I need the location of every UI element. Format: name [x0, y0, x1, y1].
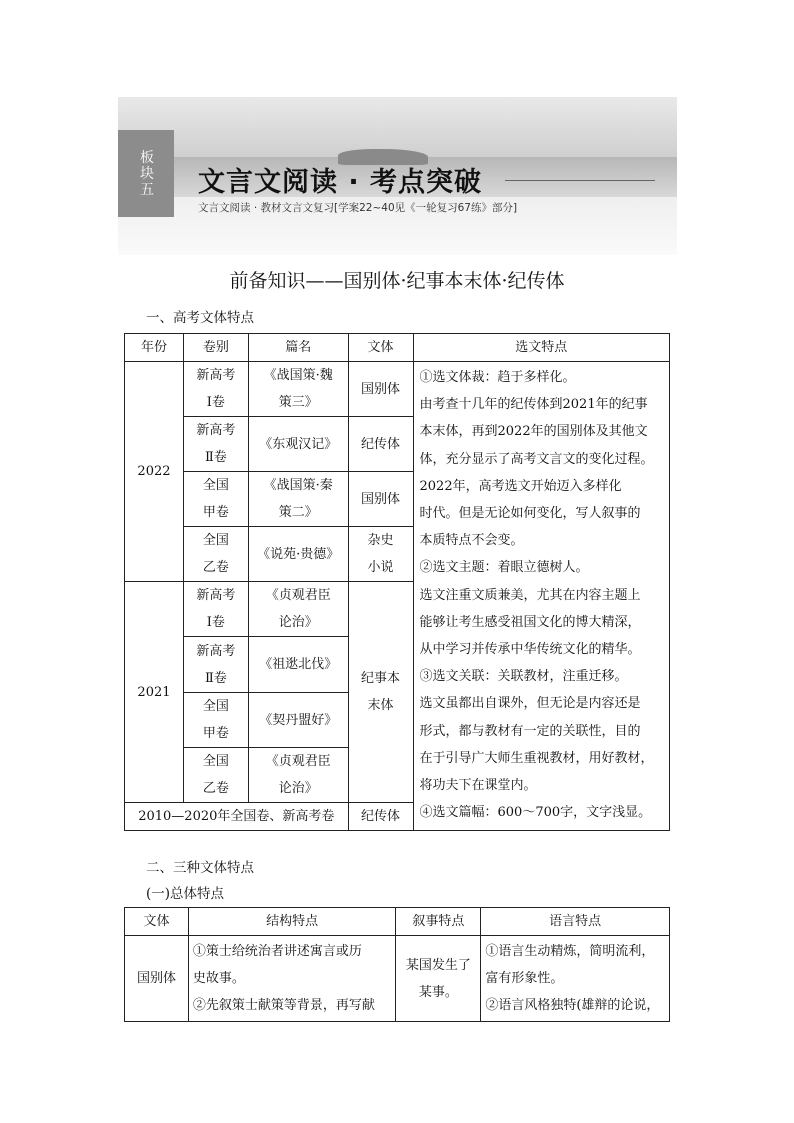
header-genre: 文体 [125, 908, 189, 936]
genre-cell: 国别体 [348, 362, 413, 417]
banner-subtitle: 文言文阅读 · 教材文言文复习[学案22~40见《一轮复习67练》部分] [198, 202, 518, 214]
title-cell: 《贞观君臣 论治》 [248, 748, 348, 803]
header-title: 篇名 [248, 334, 348, 362]
header-paper: 卷别 [183, 334, 248, 362]
paper-cell: 新高考 Ⅰ卷 [183, 582, 248, 637]
header-language: 语言特点 [481, 908, 670, 936]
banner-sky [118, 97, 677, 157]
title-cell: 《战国策·秦 策二》 [248, 472, 348, 527]
banner-divider [505, 180, 655, 181]
language-cell: ①语言生动精炼，简明流利， 富有形象性。 ②语言风格独特(雄辩的论说， [481, 936, 670, 1022]
title-cell: 《东观汉记》 [248, 417, 348, 472]
banner-title: 文言文阅读 · 考点突破 [198, 167, 483, 198]
genre-features-table [124, 907, 670, 1022]
table-row [125, 362, 670, 417]
summary-label-cell: 2010—2020年全国卷、新高考卷 [125, 803, 349, 831]
year-cell: 2022 [125, 362, 184, 582]
page-title: 前备知识——国别体·纪事本末体·纪传体 [229, 270, 565, 292]
paper-cell: 全国 甲卷 [183, 693, 248, 748]
genre-cell: 国别体 [348, 472, 413, 527]
genre-cell: 国别体 [125, 936, 189, 1022]
table-row [125, 936, 670, 1022]
paper-cell: 新高考 Ⅱ卷 [183, 417, 248, 472]
title-cell: 《契丹盟好》 [248, 693, 348, 748]
genre-cell: 杂史 小说 [348, 527, 413, 582]
paper-cell: 新高考 Ⅰ卷 [183, 362, 248, 417]
genre-cell: 纪事本 末体 [348, 582, 413, 803]
section-tag: 板块五 [118, 130, 174, 217]
header-genre: 文体 [348, 334, 413, 362]
genre-cell: 纪传体 [348, 417, 413, 472]
structure-cell: ①策士给统治者讲述寓言或历 史故事。 ②先叙策士献策等背景，再写献 [188, 936, 396, 1022]
paper-cell: 全国 乙卷 [183, 748, 248, 803]
genre-cell: 纪传体 [348, 803, 413, 831]
header-features: 选文特点 [413, 334, 670, 362]
header-structure: 结构特点 [188, 908, 396, 936]
section2-subheading: (一)总体特点 [146, 886, 225, 902]
paper-cell: 新高考 Ⅱ卷 [183, 637, 248, 693]
section2-heading: 二、三种文体特点 [146, 860, 254, 876]
paper-cell: 全国 甲卷 [183, 472, 248, 527]
narrative-cell: 某国发生了 某事。 [396, 936, 481, 1022]
title-cell: 《祖逖北伐》 [248, 637, 348, 693]
title-cell: 《说苑·贵德》 [248, 527, 348, 582]
title-cell: 《贞观君臣 论治》 [248, 582, 348, 637]
exam-genre-table [124, 333, 670, 831]
header-year: 年份 [125, 334, 184, 362]
paper-cell: 全国 乙卷 [183, 527, 248, 582]
title-cell: 《战国策·魏 策三》 [248, 362, 348, 417]
features-notes: ①选文体裁：趋于多样化。 由考查十几年的纪传体到2021年的纪事 本末体，再到2022年的国别体及其他文 体，充分显示了高考文言文的变化过程。 2022年，高考选文开始迈入多样化 时代。但是无论如何变化，写人叙事的 本质特点不会变。 ②选文主题：着眼立德树人。 选文注重文质兼美，尤其在内容主题上 能够让考生感受祖国文化的博大精深， 从中学习并传承中华传统文化的精华。 ③选文关联：关联教材，注重迁移。 选文虽都出自课外，但无论是内容还是 形式，都与教材有一定的关联性，目的 在于引导广大师生重视教材，用好教材， 将功夫下在课堂内。 ④选文篇幅：600～700字，文字浅显。 [413, 362, 670, 831]
header-narrative: 叙事特点 [396, 908, 481, 936]
section1-heading: 一、高考文体特点 [146, 310, 254, 326]
year-cell: 2021 [125, 582, 184, 803]
